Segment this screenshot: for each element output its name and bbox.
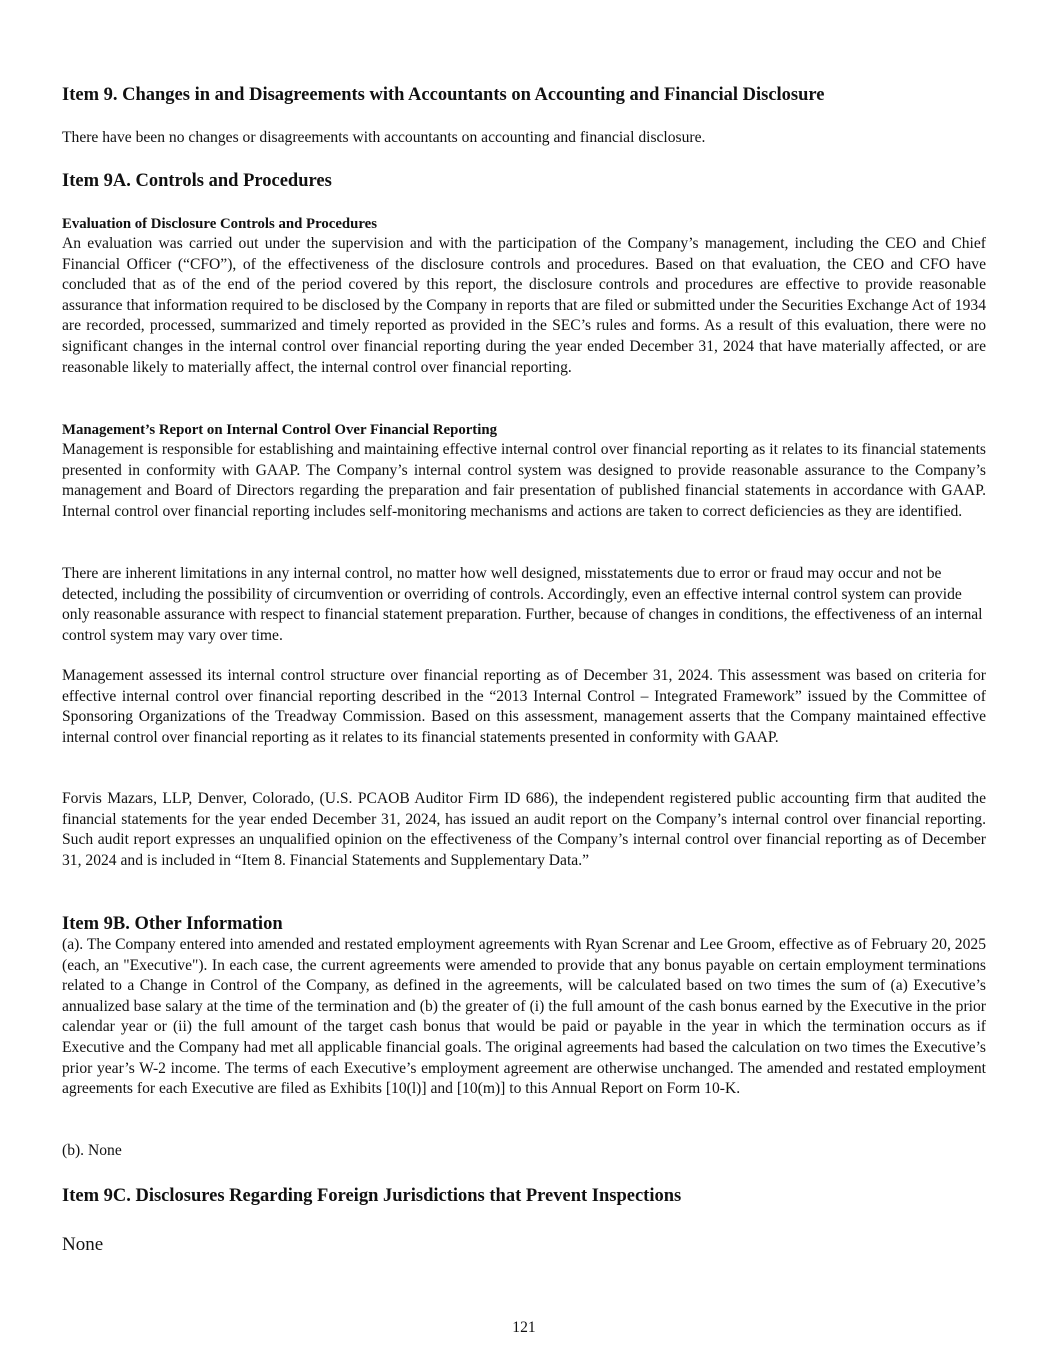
item-9-section bbox=[62, 84, 986, 106]
management-report-paragraph-1: Management is responsible for establishing and maintaining effective internal control over financial reporting as it relates to its financial statements presented in conformity with GAAP. The Company’s internal control system was designed to provide reasonable assurance to the Company’s management and Board of Directors regarding the preparation and fair presentation of published financial statements in accordance with GAAP. Internal control over financial reporting includes self-monitoring mechanisms and actions are taken to correct deficiencies as they are identified. bbox=[62, 441, 986, 520]
auditor-block bbox=[62, 789, 986, 871]
item-9-body: There have been no changes or disagreements with accountants on accounting and financial disclosure. bbox=[62, 129, 706, 146]
item-9b-heading: Item 9B. Other Information bbox=[62, 914, 283, 934]
evaluation-subheading: Evaluation of Disclosure Controls and Procedures bbox=[62, 216, 378, 232]
item-9b-part-b: (b). None bbox=[62, 1142, 122, 1159]
evaluation-section bbox=[62, 214, 986, 378]
item-9c-body-block bbox=[62, 1234, 986, 1256]
limitations-block bbox=[62, 564, 986, 646]
item-9a-heading: Item 9A. Controls and Procedures bbox=[62, 171, 332, 191]
item-9-body-block bbox=[62, 128, 986, 149]
item-9c-body: None bbox=[62, 1234, 104, 1255]
assessment-block bbox=[62, 666, 986, 748]
item-9c-section bbox=[62, 1185, 986, 1207]
item-9c-heading: Item 9C. Disclosures Regarding Foreign Jurisdictions that Prevent Inspections bbox=[62, 1186, 682, 1206]
management-report-paragraph-4: Forvis Mazars, LLP, Denver, Colorado, (U.S. PCAOB Auditor Firm ID 686), the independent registered public accounting firm that audited the financial statements for the year ended December 31, 2024, has issued an audit report on the Company’s internal control over financial reporting. Such audit report expresses an unqualified opinion on the effectiveness of the Company’s internal control over financial reporting as of December 31, 2024 and is included in “Item 8. Financial Statements and Supplementary Data.” bbox=[62, 790, 986, 869]
item-9b-part-a: (a). The Company entered into amended and restated employment agreements with Ryan Screnar and Lee Groom, effective as of February 20, 2025 (each, an "Executive"). In each case, the current agreements were amended to provide that any bonus payable on certain employment terminations related to a Change in Control of the Company, as defined in the agreements, will be calculated based on two times the sum of (a) Executive’s annualized base salary at the time of the termination and (b) the greater of (i) the full amount of the cash bonus earned by the Executive in the prior calendar year or (ii) the full amount of the target cash bonus that would be paid or payable in the year in which the termination occurs as if Executive and the Company had met all applicable financial goals. The original agreements had based the calculation on two times the Executive’s prior year’s W-2 income. The terms of each Executive’s employment agreement are otherwise unchanged. The amended and restated employment agreements for each Executive are filed as Exhibits [10(l)] and [10(m)] to this Annual Report on Form 10-K. bbox=[62, 936, 986, 1098]
item-9b-section bbox=[62, 913, 986, 1100]
management-report-section bbox=[62, 420, 986, 522]
management-report-paragraph-3: Management assessed its internal control structure over financial reporting as of December 31, 2024. This assessment was based on criteria for effective internal control over financial reporting described in the “2013 Internal Control – Integrated Framework” issued by the Committee of Sponsoring Organizations of the Treadway Commission. Based on this assessment, management asserts that the Company maintained effective internal control over financial reporting as it relates to its financial statements presented in conformity with GAAP. bbox=[62, 667, 986, 746]
item-9-heading: Item 9. Changes in and Disagreements with Accountants on Accounting and Financial Disclosure bbox=[62, 85, 825, 105]
management-report-subheading: Management’s Report on Internal Control Over Financial Reporting bbox=[62, 422, 497, 438]
management-report-paragraph-2: There are inherent limitations in any internal control, no matter how well designed, misstatements due to error or fraud may occur and not be detected, including the possibility of circumvention or overriding of controls. Accordingly, even an effective internal control system can provide only reasonable assurance with respect to financial statement preparation. Further, because of changes in conditions, the effectiveness of an internal control system may vary over time. bbox=[62, 565, 983, 644]
item-9a-section bbox=[62, 170, 986, 192]
evaluation-body: An evaluation was carried out under the supervision and with the participation of the Company’s management, including the CEO and Chief Financial Officer (“CFO”), of the effectiveness of the disclosure controls and procedures. Based on that evaluation, the CEO and CFO have concluded that as of the end of the period covered by this report, the disclosure controls and procedures are effective to provide reasonable assurance that information required to be disclosed by the Company in reports that are filed or submitted under the Securities Exchange Act of 1934 are recorded, processed, summarized and timely reported as provided in the SEC’s rules and forms. As a result of this evaluation, there were no significant changes in the internal control over financial reporting during the year ended December 31, 2024 that have materially affected, or are reasonable likely to materially affect, the internal control over financial reporting. bbox=[62, 235, 986, 376]
item-9b-part-b-block bbox=[62, 1141, 986, 1162]
page-number: 121 bbox=[512, 1319, 536, 1336]
